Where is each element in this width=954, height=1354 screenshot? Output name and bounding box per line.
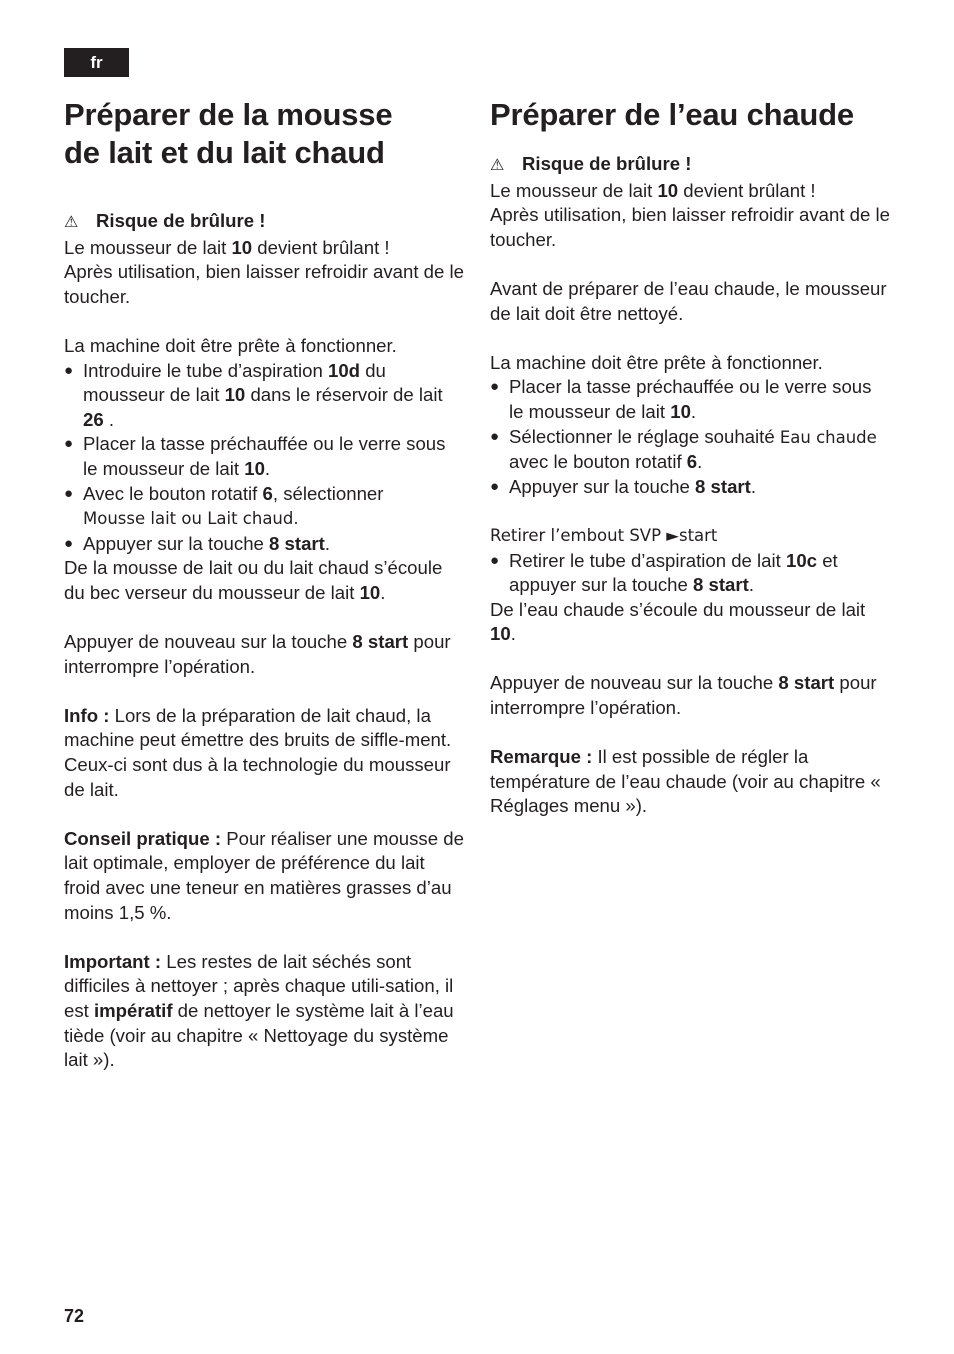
warning-title-text: Risque de brûlure !: [522, 153, 692, 174]
ref-number: 10: [359, 581, 381, 603]
ready-text: La machine doit être prête à fonctionner.: [490, 351, 823, 373]
ref-number: 6: [262, 482, 273, 504]
text: Appuyer sur la touche: [83, 532, 270, 554]
text: Placer la tasse préchauffée ou le verre sous le mousseur de lait: [509, 376, 872, 422]
text: du mousseur de lait: [83, 359, 386, 406]
warning-heading: [64, 209, 464, 236]
list-item: [490, 549, 890, 598]
ready-text: La machine doit être prête à fonctionner.: [64, 334, 397, 356]
text: dans le réservoir de lait: [245, 384, 443, 406]
display-option: Lait chaud: [207, 509, 294, 529]
text: Appuyer de nouveau sur la touche: [490, 672, 779, 694]
emphasis: impératif: [93, 1000, 173, 1021]
ref-number: 10: [670, 400, 691, 422]
left-column: [64, 96, 464, 1073]
title-line-2: de lait et du lait chaud: [64, 135, 385, 170]
text: Retirer le tube d’aspiration de lait: [509, 549, 786, 571]
list-item: [64, 359, 464, 433]
list-item: [490, 475, 890, 500]
text: Après utilisation, bien laisser refroidir avant de le toucher.: [64, 261, 464, 307]
note-paragraph: [490, 745, 890, 819]
warning-heading: [490, 152, 890, 179]
text: Il est possible de régler la température de l’eau chaude (voir au chapitre « Réglages menu »).: [490, 746, 881, 817]
text: devient brûlant !: [678, 179, 816, 201]
ref-number: 10: [244, 457, 265, 479]
text: devient brûlant !: [252, 236, 390, 258]
text: Avec le bouton rotatif: [83, 482, 263, 504]
important-paragraph: [64, 950, 464, 1073]
section-title-milk: [64, 96, 464, 172]
list-item: [64, 532, 464, 557]
text: Introduire le tube d’aspiration: [83, 359, 328, 381]
text: Placer la tasse préchauffée ou le verre sous le mousseur de lait: [83, 433, 446, 479]
text: De l’eau chaude s’écoule du mousseur de lait: [490, 598, 866, 620]
text: Le mousseur de lait: [490, 179, 658, 201]
text: .: [748, 574, 754, 596]
step-list: [64, 359, 464, 557]
section-title-hot-water: Préparer de l’eau chaude: [490, 97, 854, 132]
text: , sélectionner: [272, 482, 384, 504]
text: Pour réaliser une mousse de lait optimale, employer de préférence du lait froid avec une teneur en matières grasses d’au moins 1,5 %.: [64, 827, 464, 923]
language-badge: fr: [64, 48, 129, 77]
step-list: [490, 549, 890, 598]
ref-number: 10c: [786, 549, 818, 571]
text: .: [510, 623, 516, 645]
interrupt-text: [490, 671, 890, 720]
text: Appuyer de nouveau sur la touche: [64, 631, 353, 653]
text: pour interrompre l’opération.: [64, 631, 451, 677]
text: .: [324, 532, 331, 554]
text: Les restes de lait séchés sont difficiles à nettoyer ; après chaque utili-sation, il est: [64, 950, 454, 1021]
button-ref: 8 start: [269, 532, 325, 554]
ref-number: 10: [657, 179, 679, 201]
warning-text: [64, 236, 464, 310]
ref-number: 10: [231, 236, 253, 258]
title-line-1: Préparer de la mousse: [64, 97, 393, 132]
info-label: Info :: [64, 704, 110, 726]
ref-number: 10: [490, 623, 511, 645]
display-message: Retirer l’embout SVP ►start: [490, 525, 718, 545]
ref-number: 10: [224, 384, 246, 406]
text: .: [697, 451, 703, 473]
list-item: [490, 425, 890, 475]
interrupt-text: [64, 630, 464, 679]
page-number: 72: [64, 1306, 85, 1326]
text: .: [103, 408, 115, 430]
text: Le mousseur de lait: [64, 236, 232, 258]
text: .: [380, 581, 386, 603]
flow-text: [64, 556, 464, 605]
list-item: [64, 482, 464, 532]
text: avec le bouton rotatif: [509, 451, 687, 473]
text: .: [750, 475, 757, 497]
warning-title-text: Risque de brûlure !: [96, 210, 266, 231]
text: Lors de la préparation de lait chaud, la machine peut émettre des bruits de siffle-ment. Ceux-ci sont dus à la technologie du mousseur de lait.: [64, 704, 452, 800]
text: .: [293, 509, 299, 529]
button-ref: 8 start: [352, 631, 409, 653]
display-option: Mousse lait: [83, 509, 177, 529]
clean-text: Avant de préparer de l’eau chaude, le mousseur de lait doit être nettoyé.: [490, 277, 887, 324]
display-option: Eau chaude: [779, 427, 877, 447]
warning-text: [490, 179, 890, 253]
button-ref: 8 start: [778, 672, 835, 694]
important-label: Important :: [64, 950, 162, 972]
ref-number: 6: [686, 451, 698, 473]
step-list: [490, 375, 890, 499]
text: ou: [176, 509, 208, 529]
flow-text: [490, 598, 890, 647]
text: De la mousse de lait ou du lait chaud s’écoule du bec verseur du mousseur de lait: [64, 557, 443, 603]
info-paragraph: [64, 704, 464, 802]
button-ref: 8 start: [695, 475, 751, 497]
warning-icon: ⚠: [64, 214, 79, 231]
warning-icon: ⚠: [490, 157, 505, 174]
tip-paragraph: [64, 827, 464, 925]
ref-number: 26: [83, 408, 104, 430]
ref-number: 10d: [327, 359, 361, 381]
text: et appuyer sur la touche: [509, 549, 838, 596]
text: pour interrompre l’opération.: [490, 672, 877, 719]
button-ref: 8 start: [693, 574, 749, 596]
list-item: [64, 432, 464, 481]
text: de nettoyer le système lait à l’eau tiède (voir au chapitre « Nettoyage du système lait »).: [64, 1000, 454, 1071]
list-item: [490, 375, 890, 424]
note-label: Remarque :: [490, 746, 593, 768]
right-column: [490, 96, 890, 819]
tip-label: Conseil pratique :: [64, 827, 222, 849]
text: .: [690, 400, 697, 422]
text: Après utilisation, bien laisser refroidir avant de le toucher.: [490, 204, 890, 250]
text: Sélectionner le réglage souhaité: [509, 425, 780, 447]
text: .: [264, 457, 271, 479]
text: Appuyer sur la touche: [509, 475, 696, 497]
